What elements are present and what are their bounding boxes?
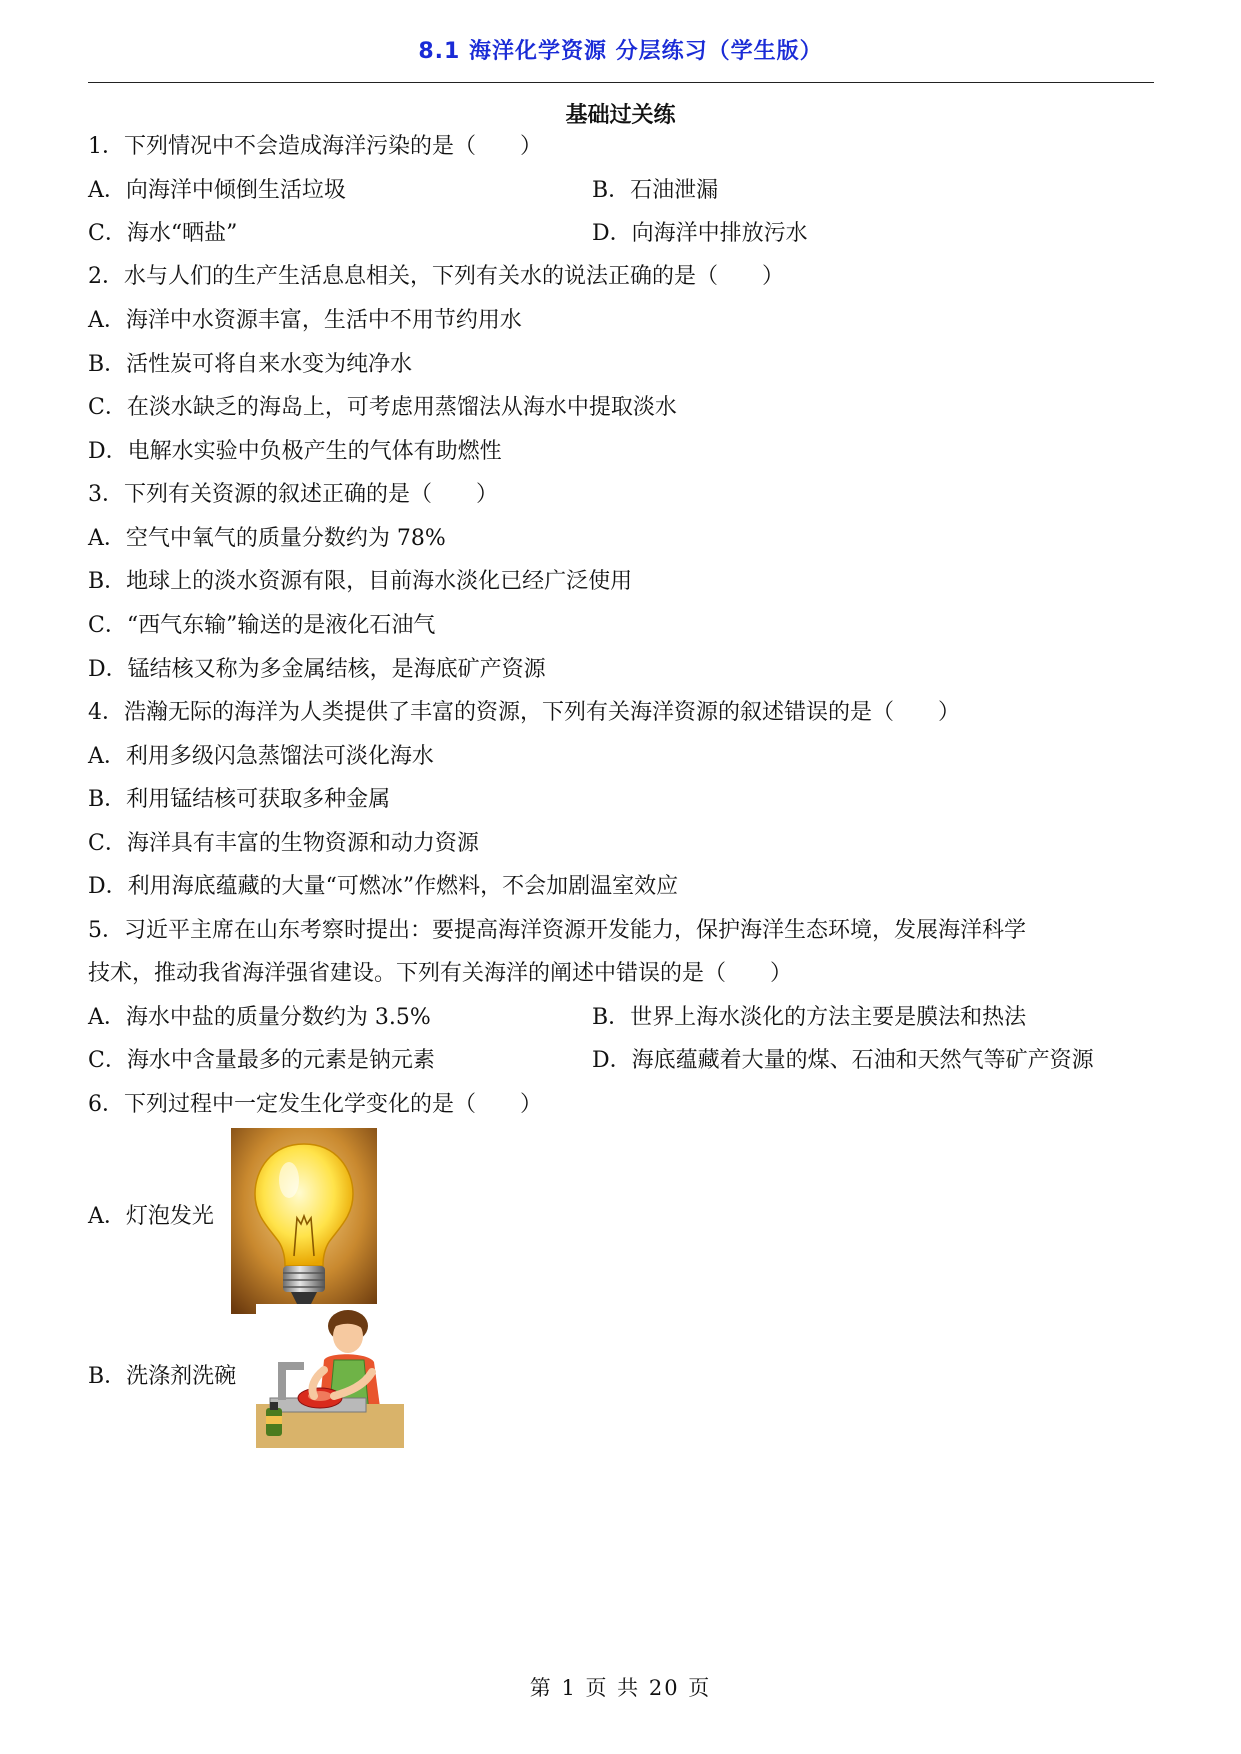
page-header-title: 8.1 海洋化学资源 分层练习（学生版） — [418, 39, 823, 64]
question-2-option-c: C．在淡水缺乏的海岛上，可考虑用蒸馏法从海水中提取淡水 — [88, 395, 677, 420]
question-1-option-d: D．向海洋中排放污水 — [592, 221, 808, 246]
page-footer-page-number: 第 1 页 共 20 页 — [529, 1676, 712, 1700]
question-2-option-b: B．活性炭可将自来水变为纯净水 — [88, 352, 413, 377]
question-5-option-b: B．世界上海水淡化的方法主要是膜法和热法 — [592, 1005, 1027, 1030]
question-5-stem-line-1: 5．习近平主席在山东考察时提出：要提高海洋资源开发能力，保护海洋生态环境，发展海洋科学 — [88, 918, 1027, 943]
question-2-option-a: A．海洋中水资源丰富，生活中不用节约用水 — [88, 308, 522, 333]
question-6-option-a-label: A．灯泡发光 — [88, 1204, 214, 1229]
question-5-option-a: A．海水中盐的质量分数约为 3.5% — [88, 1005, 431, 1030]
question-4-stem: 4．浩瀚无际的海洋为人类提供了丰富的资源，下列有关海洋资源的叙述错误的是（ ） — [88, 700, 961, 725]
question-4-option-d: D．利用海底蕴藏的大量“可燃冰”作燃料，不会加剧温室效应 — [88, 874, 679, 899]
question-2-stem: 2．水与人们的生产生活息息相关，下列有关水的说法正确的是（ ） — [88, 264, 784, 289]
question-5-options-row-1 — [88, 1003, 1158, 1033]
question-3-option-c: C．“西气东输”输送的是液化石油气 — [88, 613, 436, 638]
question-5-options-row-2 — [88, 1046, 1158, 1076]
question-4-option-a: A．利用多级闪急蒸馏法可淡化海水 — [88, 744, 434, 769]
question-1-options-row-1 — [88, 176, 1158, 206]
question-3-option-a: A．空气中氧气的质量分数约为 78% — [88, 526, 446, 551]
question-6-option-b-label: B．洗涤剂洗碗 — [88, 1364, 237, 1389]
header-divider — [88, 82, 1154, 83]
light-bulb-image — [231, 1128, 377, 1314]
question-4-option-c: C．海洋具有丰富的生物资源和动力资源 — [88, 831, 479, 856]
question-5-option-d: D．海底蕴藏着大量的煤、石油和天然气等矿产资源 — [592, 1048, 1094, 1073]
question-5-option-c: C．海水中含量最多的元素是钠元素 — [88, 1048, 435, 1073]
question-1-stem: 1．下列情况中不会造成海洋污染的是（ ） — [88, 134, 542, 159]
question-3-option-d: D．锰结核又称为多金属结核，是海底矿产资源 — [88, 657, 546, 682]
question-1-option-c: C．海水“晒盐” — [88, 221, 238, 246]
question-1-option-a: A．向海洋中倾倒生活垃圾 — [88, 178, 346, 203]
question-1-options-row-2 — [88, 219, 1158, 249]
question-4-option-b: B．利用锰结核可获取多种金属 — [88, 787, 391, 812]
question-1-option-b: B．石油泄漏 — [592, 178, 719, 203]
dishwashing-person-image — [256, 1304, 404, 1448]
question-2-option-d: D．电解水实验中负极产生的气体有助燃性 — [88, 439, 502, 464]
question-3-stem: 3．下列有关资源的叙述正确的是（ ） — [88, 482, 498, 507]
question-5-stem-line-2: 技术，推动我省海洋强省建设。下列有关海洋的阐述中错误的是（ ） — [88, 961, 793, 986]
question-6-stem: 6．下列过程中一定发生化学变化的是（ ） — [88, 1092, 542, 1117]
section-title: 基础过关练 — [565, 103, 676, 128]
question-3-option-b: B．地球上的淡水资源有限，目前海水淡化已经广泛使用 — [88, 569, 633, 594]
